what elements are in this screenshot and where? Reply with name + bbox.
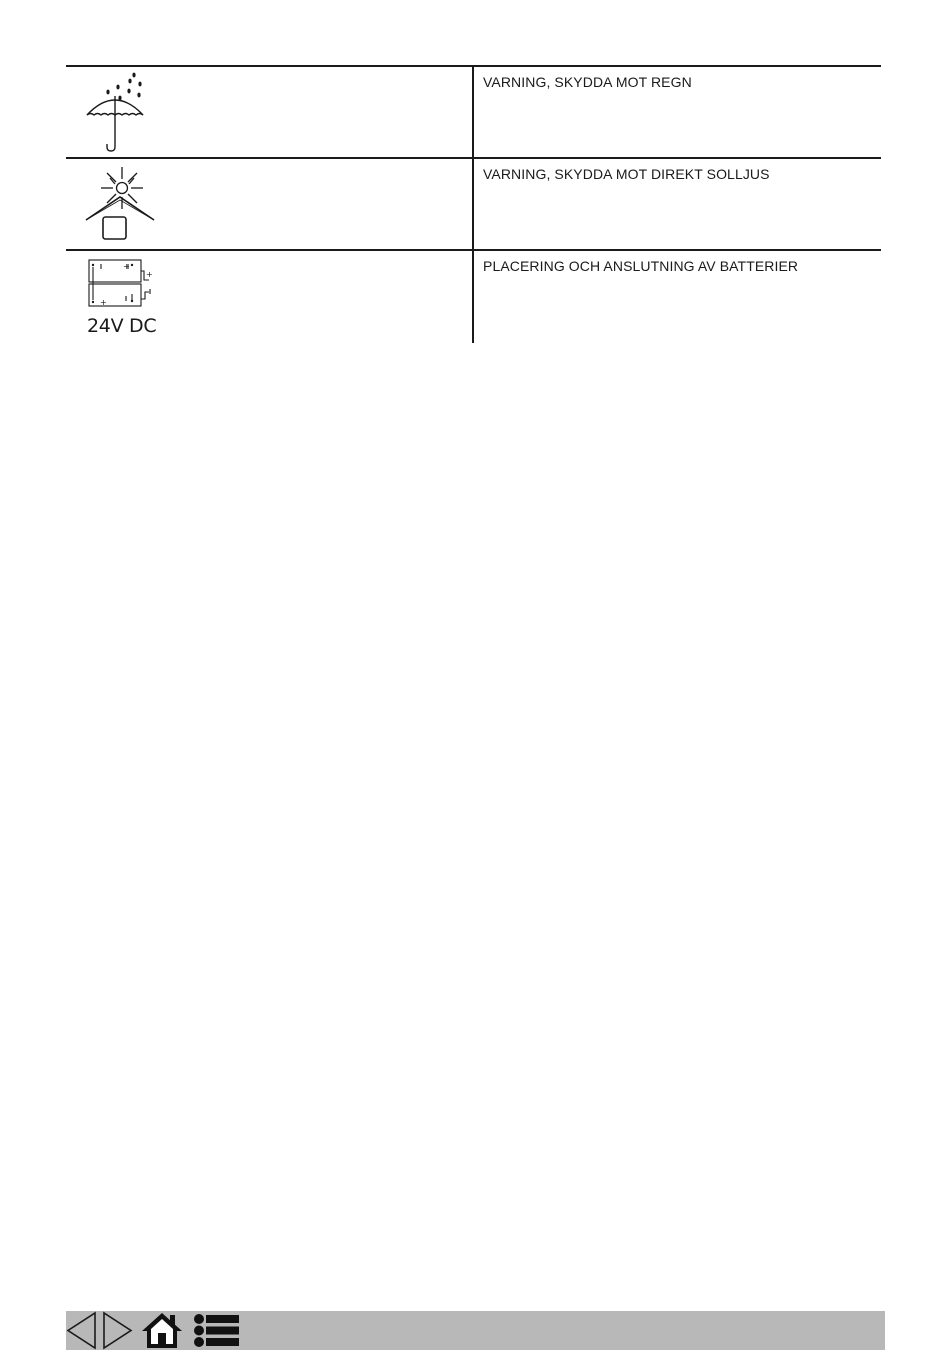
previous-page-icon[interactable] xyxy=(66,1311,98,1350)
battery-connection-icon xyxy=(84,255,154,311)
symbol-cell xyxy=(66,67,474,157)
svg-text:+: + xyxy=(100,298,107,307)
symbol-cell xyxy=(66,159,474,249)
voltage-label: 24V DC xyxy=(87,315,157,337)
umbrella-rain-icon xyxy=(84,71,154,155)
sun-shelter-icon xyxy=(84,163,156,247)
symbol-description: VARNING, SKYDDA MOT DIREKT SOLLJUS xyxy=(483,166,770,182)
navigation-bar xyxy=(66,1311,885,1350)
symbol-description: PLACERING OCH ANSLUTNING AV BATTERIER xyxy=(483,258,799,274)
symbol-description: VARNING, SKYDDA MOT REGN xyxy=(483,74,692,90)
symbol-row-battery xyxy=(66,251,881,343)
symbol-cell xyxy=(66,251,474,343)
svg-text:+: + xyxy=(146,270,153,279)
svg-text:+: + xyxy=(123,262,130,271)
symbol-table xyxy=(66,65,881,343)
next-page-icon[interactable] xyxy=(101,1311,133,1350)
symbol-row-sun xyxy=(66,159,881,251)
contents-list-icon[interactable] xyxy=(191,1311,241,1350)
symbol-row-rain xyxy=(66,67,881,159)
home-icon[interactable] xyxy=(140,1311,184,1350)
